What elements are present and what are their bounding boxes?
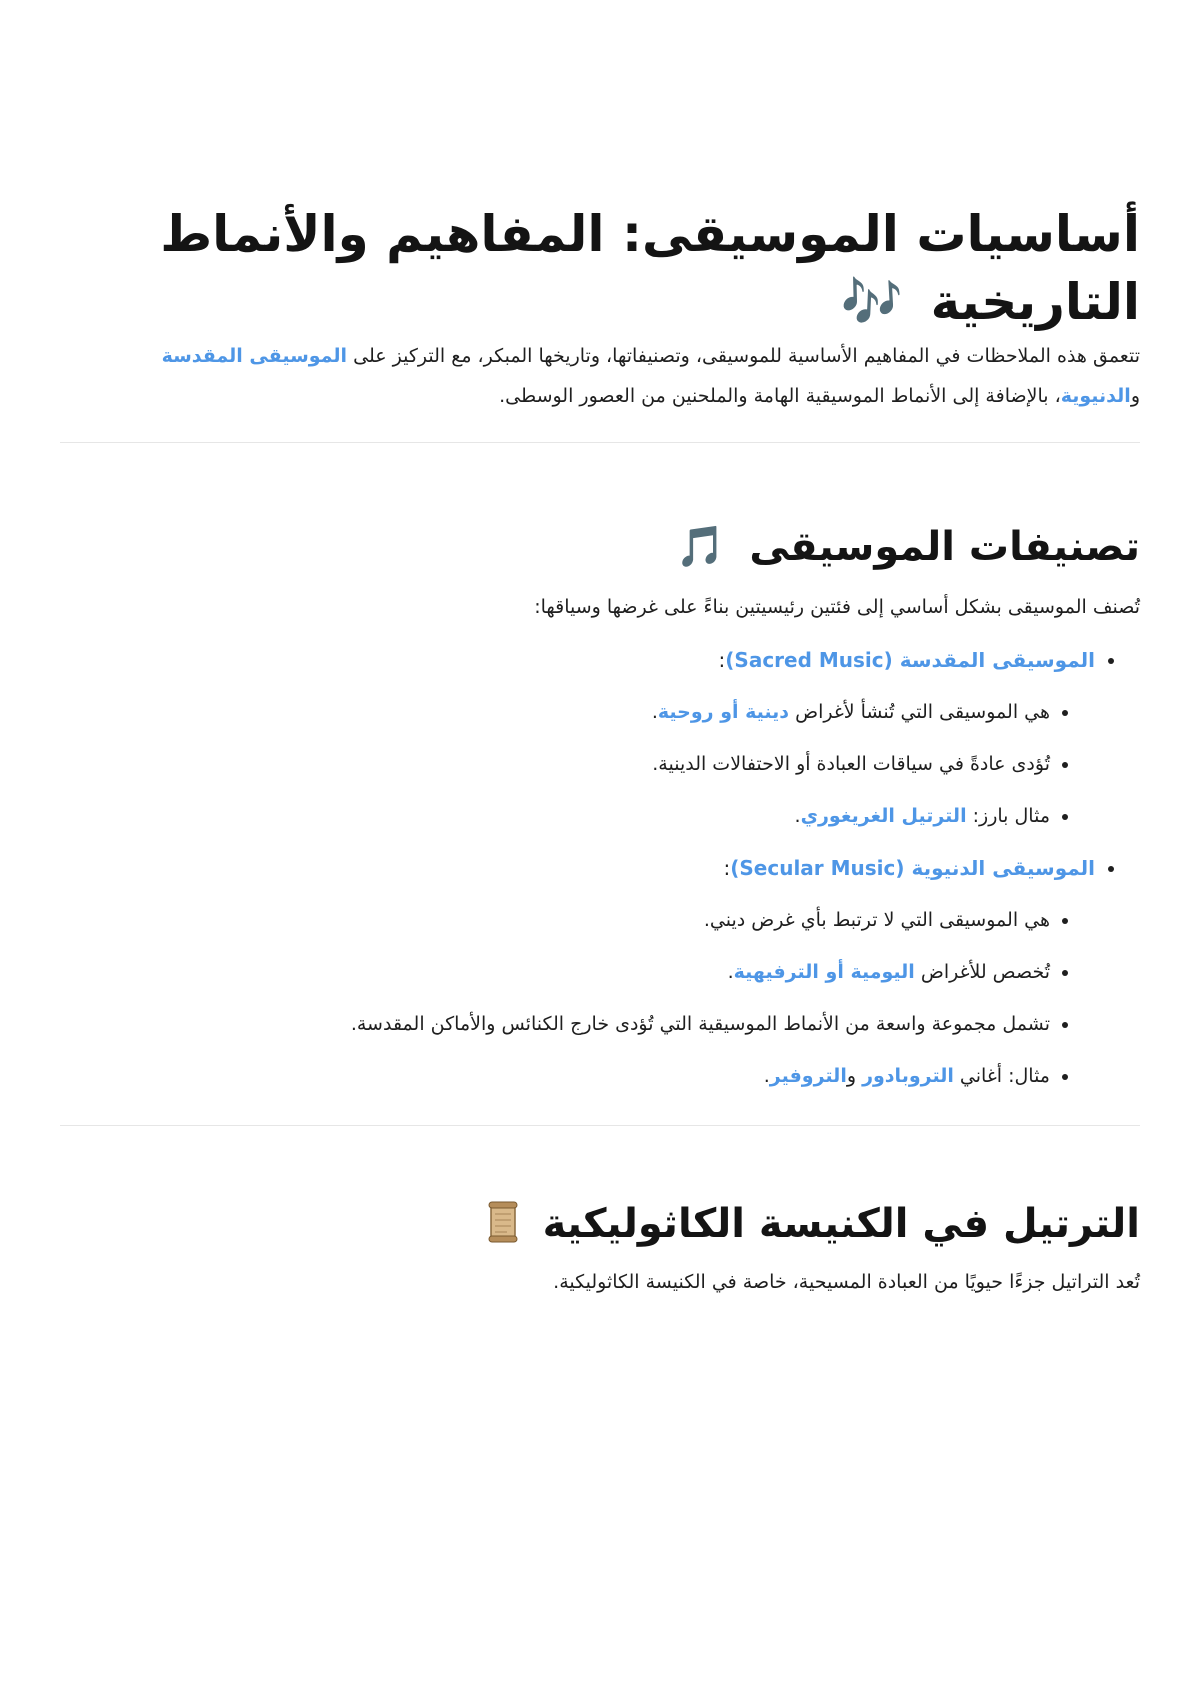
divider	[60, 442, 1140, 443]
section-heading-catholic-chant: الترتيل في الكنيسة الكاثوليكية	[60, 1196, 1140, 1252]
section-heading-classifications: تصنيفات الموسيقى 🎵	[60, 519, 1140, 575]
list-item: • هي الموسيقى التي لا ترتبط بأي غرض ديني.	[60, 905, 1050, 935]
musical-note-icon: 🎵	[675, 524, 726, 570]
secular-music-label: الموسيقى الدنيوية (Secular Music)	[730, 856, 1095, 880]
gregorian-chant-highlight: الترتيل الغريغوري	[800, 805, 967, 827]
list-item: • تُؤدى عادةً في سياقات العبادة أو الاحتفالات الدينية.	[60, 749, 1050, 779]
troubadour-highlight: التروبادور	[862, 1065, 954, 1087]
classifications-intro: تُصنف الموسيقى بشكل أساسي إلى فئتين رئيسيتين بناءً على غرضها وسياقها:	[534, 596, 1140, 618]
list-item: • هي الموسيقى التي تُنشأ لأغراض دينية أو روحية.	[60, 697, 1050, 727]
list-item: • تُخصص للأغراض اليومية أو الترفيهية.	[60, 957, 1050, 987]
secular-music-highlight: الدنيوية	[1060, 385, 1131, 407]
list-item: • مثال: أغاني التروبادور والتروفير.	[60, 1061, 1050, 1091]
catholic-chant-paragraph: تُعد التراتيل جزءًا حيويًا من العبادة المسيحية، خاصة في الكنيسة الكاثوليكية.	[553, 1271, 1140, 1293]
divider	[60, 1125, 1140, 1126]
list-item: • تشمل مجموعة واسعة من الأنماط الموسيقية التي تُؤدى خارج الكنائس والأماكن المقدسة.	[60, 1009, 1050, 1039]
list-item-secular-music: • الموسيقى الدنيوية (Secular Music): • هي الموسيقى التي لا ترتبط بأي غرض ديني. • تُخصص للأغراض اليومية أو الترفيهية. • تشمل مجموعة واسعة من الأنماط الموسيقية التي تُؤدى خارج الكنائس والأماكن المقدسة. • مثال: أغاني التروبادور والتروفير.	[60, 853, 1095, 1091]
page-title-text: أساسيات الموسيقى: المفاهيم والأنماط التاريخية	[160, 205, 1140, 331]
sacred-music-sublist	[60, 697, 1095, 831]
page-title	[60, 200, 1140, 336]
secular-music-sublist	[60, 905, 1095, 1091]
list-item-sacred-music: • الموسيقى المقدسة (Sacred Music): • هي الموسيقى التي تُنشأ لأغراض دينية أو روحية. • تُؤدى عادةً في سياقات العبادة أو الاحتفالات الدينية. • مثال بارز: الترتيل الغريغوري.	[60, 645, 1095, 831]
intro-paragraph: تتعمق هذه الملاحظات في المفاهيم الأساسية للموسيقى، وتصنيفاتها، وتاريخها المبكر، مع التركيز على الموسيقى المقدسة والدنيوية، بالإضافة إلى الأنماط الموسيقية الهامة والملحنين من العصور الوسطى.	[161, 345, 1140, 407]
scroll-icon	[487, 1201, 519, 1243]
list-item: • مثال بارز: الترتيل الغريغوري.	[60, 801, 1050, 831]
sacred-music-highlight: الموسيقى المقدسة	[161, 345, 348, 367]
classifications-list	[60, 645, 1140, 1091]
trouvere-highlight: التروفير	[769, 1065, 847, 1087]
multiple-musical-notes-icon: 🎶	[840, 273, 904, 331]
sacred-music-label: الموسيقى المقدسة (Sacred Music)	[725, 648, 1095, 672]
